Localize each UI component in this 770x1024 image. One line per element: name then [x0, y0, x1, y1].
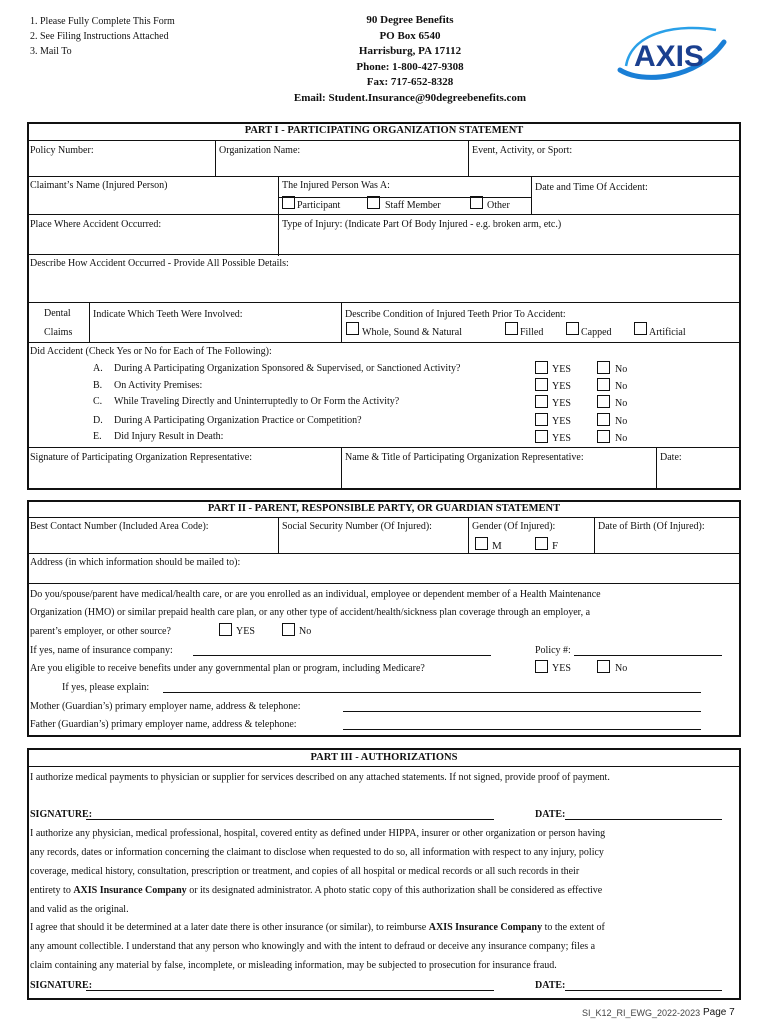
- mail-address-label: Address (in which information should be mailed to):: [30, 557, 241, 568]
- mailing-address: [250, 13, 570, 106]
- coverage-no-label: No: [299, 626, 312, 637]
- participant-label: Participant: [297, 200, 341, 211]
- q-e-letter: E.: [93, 431, 102, 442]
- q-a-yes-label: YES: [552, 364, 571, 375]
- authorization-2-line1: I authorize any physician, medical professional, hospital, covered entity as defined under HIPPA, insurer or other organization or person having: [30, 828, 606, 839]
- dental-label: Dental: [44, 308, 71, 319]
- q-a-no-label: No: [615, 364, 628, 375]
- did-accident-label: Did Accident (Check Yes or No for Each of The Following):: [30, 346, 272, 357]
- gov-plan-label: Are you eligible to receive benefits under any governmental plan or program, including Medicare?: [30, 663, 425, 674]
- q-d-no-checkbox[interactable]: [597, 413, 610, 426]
- q-b-yes-checkbox[interactable]: [535, 378, 548, 391]
- coverage-question-line2: Organization (HMO) or similar prepaid health care plan, or any other type of accident/health/sickness plan coverage through an employer, a: [30, 607, 591, 618]
- gender-label: Gender (Of Injured):: [472, 521, 556, 532]
- address-box: PO Box 6540: [379, 29, 441, 42]
- date-1-label: DATE:: [535, 809, 566, 820]
- gov-plan-no-label: No: [615, 663, 628, 674]
- event-label: Event, Activity, or Sport:: [472, 145, 573, 156]
- q-d-yes-label: YES: [552, 416, 571, 427]
- q-c-no-label: No: [615, 398, 628, 409]
- father-employer-label: Father (Guardian’s) primary employer name, address & telephone:: [30, 719, 297, 730]
- axis-logo: [612, 22, 732, 84]
- q-c-letter: C.: [93, 396, 103, 407]
- company-name-2: AXIS Insurance Company: [428, 922, 543, 933]
- ssn-label: Social Security Number (Of Injured):: [282, 521, 432, 532]
- authorization-2-line3: coverage, medical history, consultation, prescription or treatment, and copies of all hospital or medical records or all such records in their: [30, 866, 580, 877]
- part1-title: PART I - PARTICIPATING ORGANIZATION STATEMENT: [244, 125, 524, 136]
- other-label: Other: [487, 200, 510, 211]
- address-name: 90 Degree Benefits: [366, 14, 454, 26]
- q-d-no-label: No: [615, 416, 628, 427]
- date-2-label: DATE:: [535, 980, 566, 991]
- gov-plan-yes-label: YES: [552, 663, 571, 674]
- authorization-2-line4: entirety to AXIS Insurance Company or its designated administrator. A photo static copy of this authorization shall be considered as effective: [30, 885, 603, 896]
- filled-checkbox[interactable]: [505, 322, 518, 335]
- coverage-question-line1: Do you/spouse/parent have medical/health care, or are you enrolled as an individual, employee or dependent member of a Health Maintenance: [30, 589, 601, 600]
- signature-2-label: SIGNATURE:: [30, 980, 93, 991]
- type-injury-label: Type of Injury: (Indicate Part Of Body Injured - e.g. broken arm, etc.): [282, 219, 562, 230]
- org-signature-label: Signature of Participating Organization Representative:: [30, 452, 252, 463]
- dob-label: Date of Birth (Of Injured):: [598, 521, 705, 532]
- authorization-1: I authorize medical payments to physician or supplier for services described on any attached statements. If not signed, provide proof of payment.: [30, 772, 610, 783]
- q-a-letter: A.: [93, 363, 103, 374]
- gov-plan-no-checkbox[interactable]: [597, 660, 610, 673]
- date-time-label: Date and Time Of Accident:: [535, 182, 648, 193]
- q-b-no-label: No: [615, 381, 628, 392]
- contact-label: Best Contact Number (Included Area Code):: [30, 521, 209, 532]
- instruction-3: 3. Mail To: [30, 46, 72, 57]
- signature-1-field[interactable]: [86, 819, 494, 820]
- q-e-yes-label: YES: [552, 433, 571, 444]
- q-c-yes-checkbox[interactable]: [535, 395, 548, 408]
- staff-member-label: Staff Member: [385, 200, 441, 211]
- q-d-letter: D.: [93, 415, 103, 426]
- gender-m-checkbox[interactable]: [475, 537, 488, 550]
- explain-label: If yes, please explain:: [62, 682, 150, 693]
- policy-field[interactable]: [574, 655, 722, 656]
- q-e-no-checkbox[interactable]: [597, 430, 610, 443]
- mother-employer-label: Mother (Guardian’s) primary employer name, address & telephone:: [30, 701, 301, 712]
- org-date-label: Date:: [660, 452, 682, 463]
- address-fax: Fax: 717-652-8328: [366, 76, 454, 88]
- address-city: Harrisburg, PA 17112: [358, 45, 462, 57]
- gender-f-label: F: [552, 540, 559, 552]
- insurance-company-label: If yes, name of insurance company:: [30, 645, 173, 656]
- teeth-label: Indicate Which Teeth Were Involved:: [93, 309, 243, 320]
- q-b-letter: B.: [93, 380, 103, 391]
- authorization-2-line2: any records, dates or information concerning the claimant to disclose when requested to do so, all information with respect to any injury, policy: [30, 847, 604, 858]
- condition-label: Describe Condition of Injured Teeth Prior To Accident:: [345, 309, 566, 320]
- q-e-yes-checkbox[interactable]: [535, 430, 548, 443]
- authorization-2-line5: and valid as the original.: [30, 904, 129, 915]
- injured-was-label: The Injured Person Was A:: [282, 180, 390, 191]
- authorization-3-line2: any amount collectible. I understand that any person who knowingly and with the intent to defraud or deceive any insurance company; files a: [30, 941, 596, 952]
- describe-label: Describe How Accident Occurred - Provide All Possible Details:: [30, 258, 289, 269]
- gender-m-label: M: [492, 540, 502, 552]
- capped-label: Capped: [581, 327, 612, 338]
- date-2-field[interactable]: [565, 990, 722, 991]
- coverage-yes-label: YES: [236, 626, 255, 637]
- company-name: AXIS Insurance Company: [73, 885, 187, 896]
- coverage-no-checkbox[interactable]: [282, 623, 295, 636]
- whole-checkbox[interactable]: [346, 322, 359, 335]
- instruction-1: 1. Please Fully Complete This Form: [30, 16, 175, 27]
- explain-field[interactable]: [163, 692, 701, 693]
- mother-employer-field[interactable]: [343, 711, 701, 712]
- q-d-text: During A Participating Organization Practice or Competition?: [114, 415, 362, 426]
- part2-title: PART II - PARENT, RESPONSIBLE PARTY, OR GUARDIAN STATEMENT: [207, 503, 561, 514]
- artificial-checkbox[interactable]: [634, 322, 647, 335]
- form-code: SI_K12_RI_EWG_2022-2023: [582, 1008, 701, 1018]
- father-employer-field[interactable]: [343, 729, 701, 730]
- q-c-text: While Traveling Directly and Uninterruptedly to Or Form the Activity?: [114, 396, 400, 407]
- claims-label: Claims: [44, 327, 73, 338]
- gov-plan-yes-checkbox[interactable]: [535, 660, 548, 673]
- q-b-text: On Activity Premises:: [114, 380, 203, 391]
- instruction-2: 2. See Filing Instructions Attached: [30, 31, 169, 42]
- q-b-yes-label: YES: [552, 381, 571, 392]
- org-name-label: Organization Name:: [219, 145, 301, 156]
- claimant-label: Claimant’s Name (Injured Person): [30, 180, 168, 191]
- policy-label: Policy #:: [535, 645, 571, 656]
- coverage-question-line3: parent’s employer, or other source?: [30, 626, 171, 637]
- gender-f-checkbox[interactable]: [535, 537, 548, 550]
- address-email: Email: Student.Insurance@90degreebenefits.com: [293, 91, 527, 104]
- q-c-no-checkbox[interactable]: [597, 395, 610, 408]
- signature-1-label: SIGNATURE:: [30, 809, 93, 820]
- date-1-field[interactable]: [565, 819, 722, 820]
- authorization-3-line3: claim containing any material by false, incomplete, or misleading information, may be subjected to prosecution for insurance fraud.: [30, 960, 557, 971]
- q-a-no-checkbox[interactable]: [597, 361, 610, 374]
- q-e-no-label: No: [615, 433, 628, 444]
- q-b-no-checkbox[interactable]: [597, 378, 610, 391]
- policy-number-label: Policy Number:: [30, 145, 94, 156]
- artificial-label: Artificial: [649, 327, 686, 338]
- q-a-text: During A Participating Organization Sponsored & Supervised, or Sanctioned Activity?: [114, 363, 461, 374]
- part3-title: PART III - AUTHORIZATIONS: [310, 752, 458, 763]
- logo-text: AXIS: [634, 40, 705, 73]
- q-a-yes-checkbox[interactable]: [535, 361, 548, 374]
- signature-2-field[interactable]: [86, 990, 494, 991]
- authorization-3-line1: I agree that should it be determined at a later date there is other insurance (or similar), to reimburse AXIS Insurance Company to the extent of: [30, 922, 605, 933]
- page-number: Page 7: [703, 1007, 735, 1018]
- coverage-yes-checkbox[interactable]: [219, 623, 232, 636]
- place-label: Place Where Accident Occurred:: [30, 219, 162, 230]
- address-phone: Phone: 1-800-427-9308: [356, 60, 464, 73]
- name-title-label: Name & Title of Participating Organization Representative:: [345, 452, 584, 463]
- filled-label: Filled: [520, 327, 544, 338]
- q-d-yes-checkbox[interactable]: [535, 413, 548, 426]
- q-e-text: Did Injury Result in Death:: [114, 431, 224, 442]
- whole-label: Whole, Sound & Natural: [362, 327, 462, 338]
- q-c-yes-label: YES: [552, 398, 571, 409]
- capped-checkbox[interactable]: [566, 322, 579, 335]
- insurance-company-field[interactable]: [193, 655, 491, 656]
